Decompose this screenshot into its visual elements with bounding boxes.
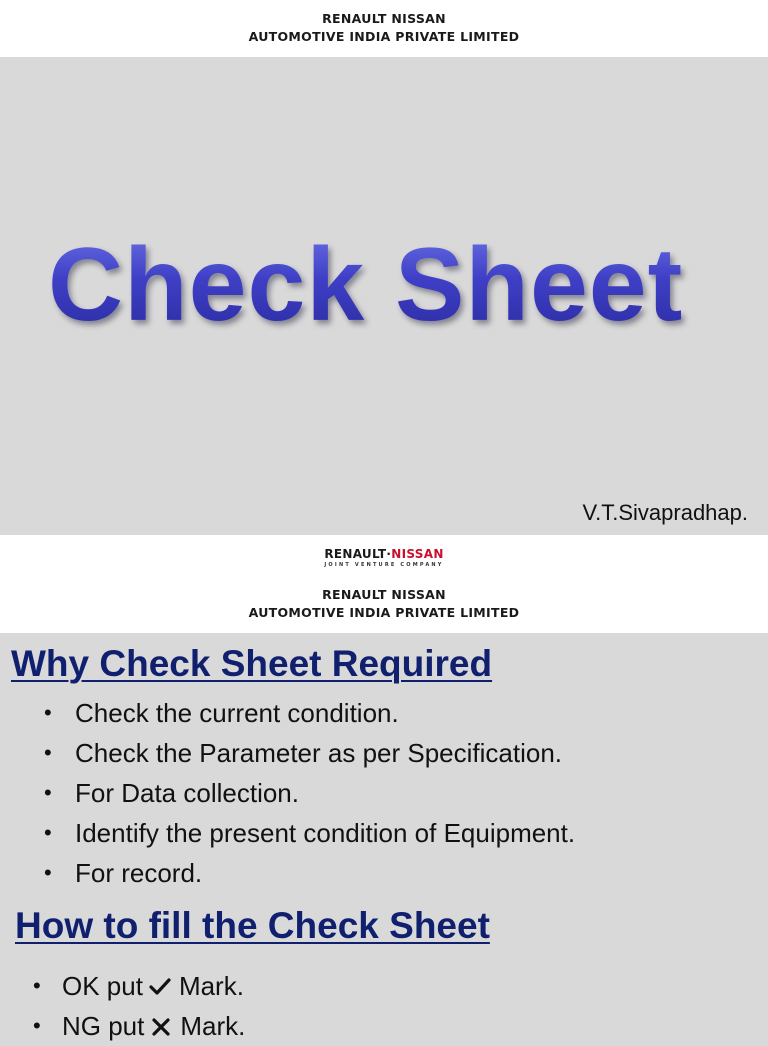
list-item xyxy=(33,1006,245,1046)
list-item: • Check the Parameter as per Specification. xyxy=(44,733,575,773)
logo-subtitle: JOINT VENTURE COMPANY xyxy=(324,562,444,568)
check-mark-icon xyxy=(149,977,171,997)
ng-label: NG put xyxy=(62,1011,145,1041)
title-slide xyxy=(0,57,768,535)
company-name-line1: RENAULT NISSAN xyxy=(322,587,446,602)
slide-title: Check Sheet xyxy=(48,227,684,343)
logo-separator: · xyxy=(386,547,392,561)
ng-suffix: Mark. xyxy=(180,1011,246,1041)
company-name-line2: AUTOMOTIVE INDIA PRIVATE LIMITED xyxy=(248,605,520,620)
author-name: V.T.Sivapradhap. xyxy=(582,500,748,525)
slide1-header xyxy=(0,0,768,57)
how-heading: How to fill the Check Sheet xyxy=(15,905,490,946)
renault-nissan-logo xyxy=(0,535,768,569)
list-item: • For record. xyxy=(44,853,575,893)
list-item: • Identify the present condition of Equipment. xyxy=(44,813,575,853)
why-heading: Why Check Sheet Required xyxy=(11,643,493,684)
ok-label: OK put xyxy=(62,971,143,1001)
ok-suffix: Mark. xyxy=(178,971,244,1001)
logo-nissan: NISSAN xyxy=(391,547,444,561)
list-item: • For Data collection. xyxy=(44,773,575,813)
cross-mark-icon xyxy=(150,1017,172,1037)
why-list xyxy=(44,693,575,893)
logo-renault: RENAULT xyxy=(324,547,387,561)
company-name-line1: RENAULT NISSAN xyxy=(322,11,446,26)
slide2-header xyxy=(0,535,768,633)
company-name-line2: AUTOMOTIVE INDIA PRIVATE LIMITED xyxy=(248,29,520,44)
how-list xyxy=(33,966,245,1046)
list-item xyxy=(33,966,245,1006)
content-slide xyxy=(0,633,768,1041)
list-item: • Check the current condition. xyxy=(44,693,575,733)
